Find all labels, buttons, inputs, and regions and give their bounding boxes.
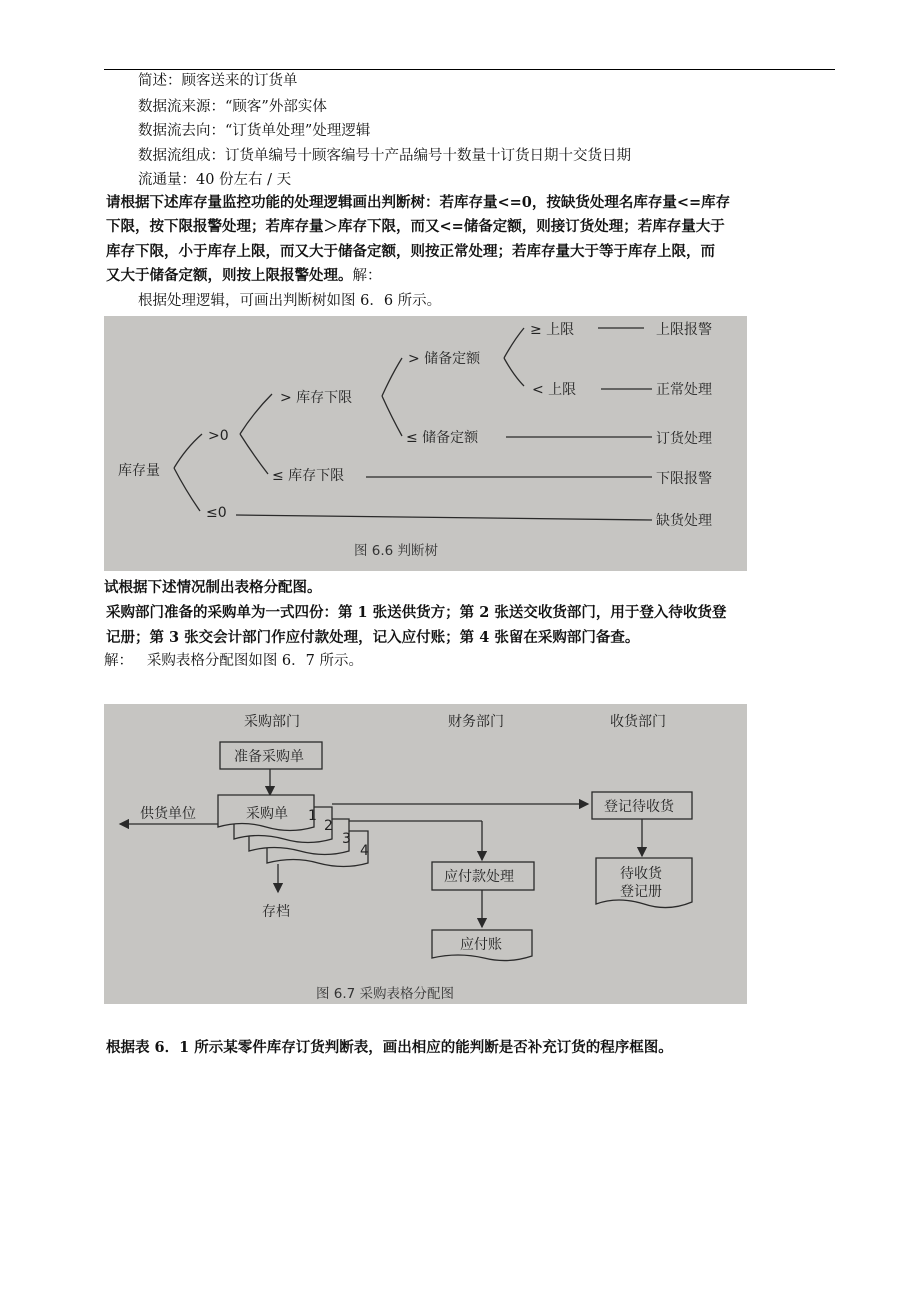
- question1-line2: 下限，按下限报警处理；若库存量＞库存下限，而又<=储备定额，则接订货处理；若库存量大于: [106, 218, 725, 235]
- copy-number-1: 1: [308, 808, 317, 824]
- branch-gt-reserve: > 储备定额: [408, 351, 481, 367]
- pending-register-line2: 登记册: [620, 884, 662, 900]
- flow-composition: 数据流组成：订货单编号十顾客编号十产品编号十数量十订货日期十交货日期: [138, 148, 631, 164]
- figure-6-7-form-distribution: [104, 704, 747, 1004]
- question2-title: 试根据下述情况制出表格分配图。: [104, 579, 322, 596]
- question1-line4-bold: 又大于储备定额，则按上限报警处理。: [106, 267, 353, 284]
- register-pending-box: 登记待收货: [604, 799, 674, 815]
- column-purchase: 采购部门: [244, 714, 300, 730]
- figure-6-6-decision-tree: [104, 316, 747, 571]
- branch-le-reserve: ≤ 储备定额: [406, 430, 479, 446]
- answer2-label: 解：: [104, 653, 133, 669]
- prepare-purchase-box: 准备采购单: [234, 749, 304, 765]
- question1-line3: 库存下限，小于库存上限，而又大于储备定额，则按正常处理；若库存量大于等于库存上限，而: [106, 243, 715, 260]
- answer1-text: 根据处理逻辑，可画出判断树如图 6．6 所示。: [138, 293, 442, 309]
- figure-6-7-caption: 图 6.7 采购表格分配图: [316, 986, 455, 1002]
- pending-register-line1: 待收货: [620, 866, 662, 882]
- flow-destination: 数据流去向：“订货单处理”处理逻辑: [138, 123, 371, 139]
- copy-number-2: 2: [324, 818, 333, 834]
- branch-gt0: >0: [208, 428, 229, 444]
- archive-label: 存档: [262, 904, 290, 920]
- answer2-line: [104, 650, 363, 672]
- payable-process-box: 应付款处理: [444, 869, 514, 885]
- question1-line1: 请根据下述库存量监控功能的处理逻辑画出判断树：若库存量<=0，按缺货处理名库存量<=库存: [106, 194, 731, 211]
- action-order: 订货处理: [656, 431, 712, 447]
- branch-le0: ≤0: [206, 505, 227, 521]
- branch-ge-upper: ≥ 上限: [530, 322, 575, 338]
- flow-volume: 流通量：40 份左右 / 天: [138, 172, 292, 188]
- branch-lt-upper: < 上限: [532, 382, 577, 398]
- supplier-label: 供货单位: [140, 806, 196, 822]
- figure-6-6-caption: 图 6.6 判断树: [354, 543, 439, 559]
- copy-number-3: 3: [342, 831, 351, 847]
- flow-source: 数据流来源：“顾客”外部实体: [138, 99, 327, 115]
- copy-number-4: 4: [360, 843, 369, 859]
- answer2-text: 采购表格分配图如图 6．7 所示。: [146, 653, 363, 669]
- action-upper-alarm: 上限报警: [656, 322, 712, 338]
- question1-line4: [106, 265, 382, 287]
- payable-account-box: 应付账: [460, 937, 502, 953]
- action-normal: 正常处理: [656, 382, 712, 398]
- answer-label: 解：: [352, 268, 382, 284]
- branch-le-lower: ≤ 库存下限: [272, 468, 345, 484]
- question3-text: 根据表 6．1 所示某零件库存订货判断表，画出相应的能判断是否补充订货的程序框图。: [106, 1039, 673, 1056]
- column-finance: 财务部门: [448, 714, 504, 730]
- question2-line2: 记册；第 3 张交会计部门作应付款处理，记入应付账；第 4 张留在采购部门备查。: [106, 629, 640, 646]
- action-lower-alarm: 下限报警: [656, 471, 712, 487]
- flow-description: 简述：顾客送来的订货单: [138, 73, 298, 89]
- purchase-form-label: 采购单: [246, 806, 288, 822]
- question2-line1: 采购部门准备的采购单为一式四份：第 1 张送供货方；第 2 张送交收货部门，用于登入待收货登: [106, 604, 727, 621]
- branch-gt-lower: > 库存下限: [280, 390, 353, 406]
- root-label: 库存量: [118, 463, 160, 479]
- column-receive: 收货部门: [610, 714, 666, 730]
- action-shortage: 缺货处理: [656, 513, 712, 529]
